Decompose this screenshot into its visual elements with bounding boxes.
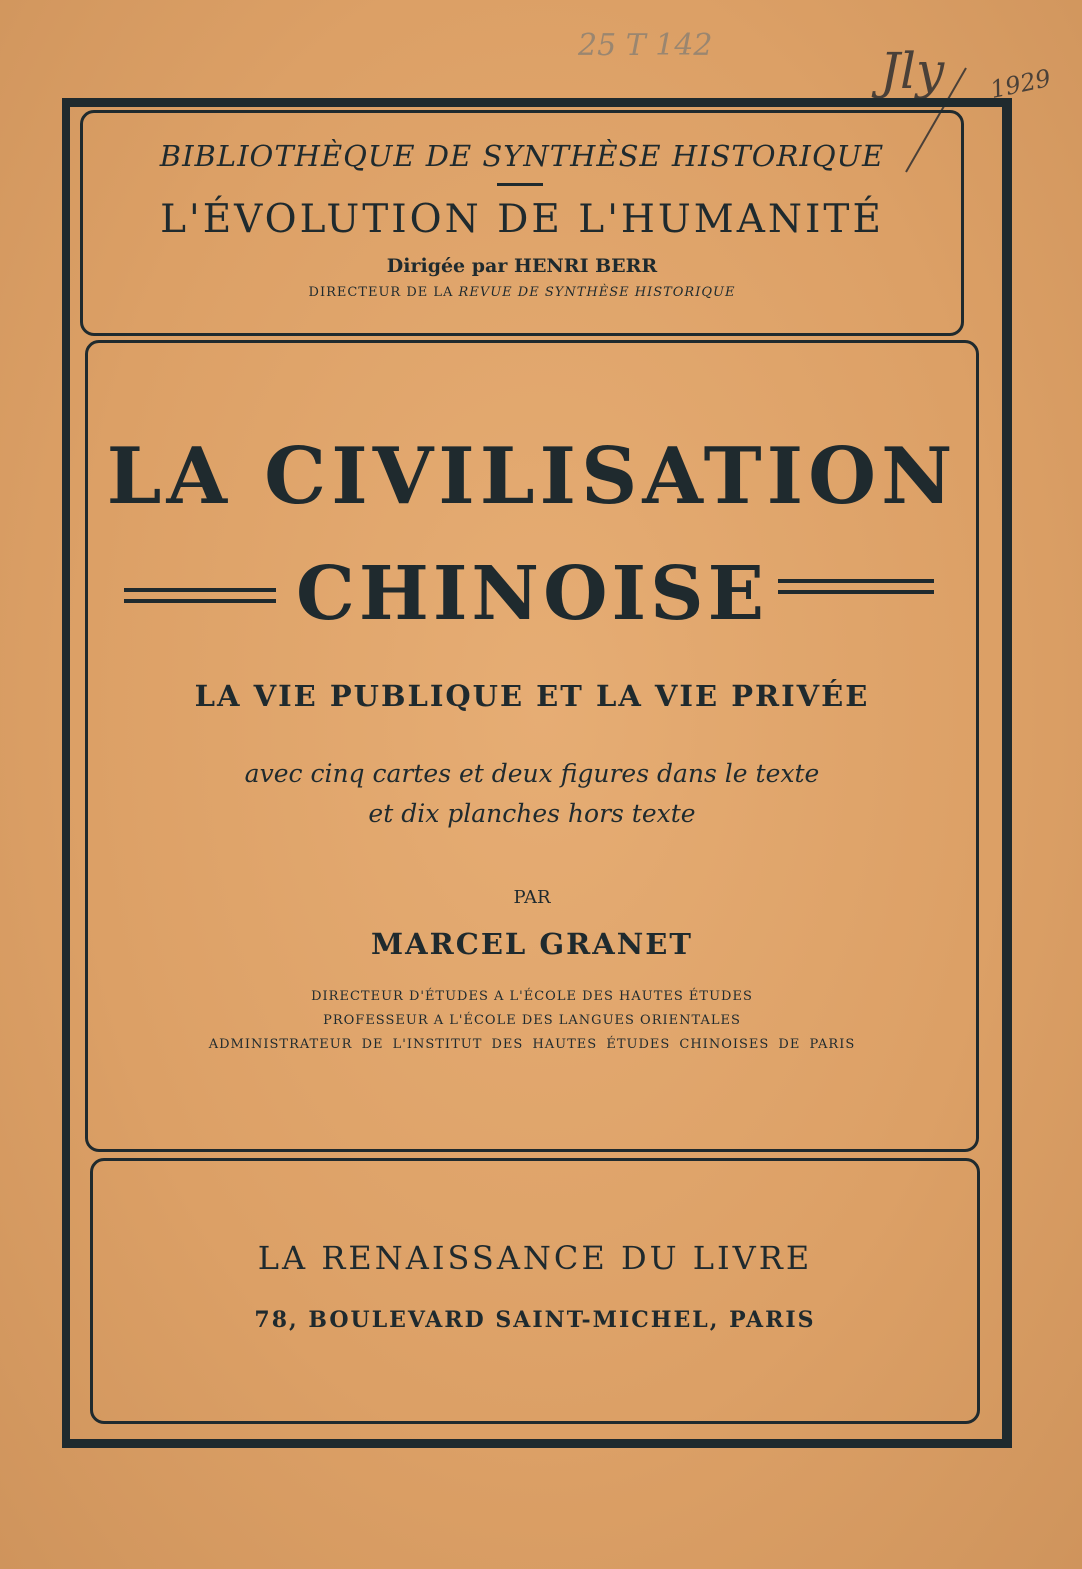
divider bbox=[497, 183, 543, 186]
editor-role-prefix: DIRECTEUR DE LA bbox=[308, 285, 454, 300]
handwritten-signature: Jly bbox=[880, 42, 945, 100]
editor-role-journal: REVUE DE SYNTHÈSE HISTORIQUE bbox=[458, 285, 736, 300]
book-title-line2: CHINOISE bbox=[296, 551, 768, 637]
publisher-name: LA RENAISSANCE DU LIVRE bbox=[257, 1239, 813, 1277]
author-name: MARCEL GRANET bbox=[371, 927, 693, 961]
author-title: PROFESSEUR A L'ÉCOLE DES LANGUES ORIENTALES bbox=[323, 1013, 741, 1028]
editor-prefix: Dirigée par bbox=[386, 255, 508, 277]
series-title: L'ÉVOLUTION DE L'HUMANITÉ bbox=[160, 197, 884, 242]
editor-name: HENRI BERR bbox=[514, 255, 658, 277]
illustrations-line1: avec cinq cartes et deux figures dans le texte bbox=[244, 759, 820, 788]
illustrations-line2: et dix planches hors texte bbox=[368, 799, 696, 828]
publisher-address: 78, BOULEVARD SAINT-MICHEL, PARIS bbox=[254, 1307, 816, 1333]
collection-name: BIBLIOTHÈQUE DE SYNTHÈSE HISTORIQUE bbox=[159, 139, 885, 173]
publisher-box bbox=[90, 1158, 980, 1424]
book-subtitle: LA VIE PUBLIQUE ET LA VIE PRIVÉE bbox=[194, 679, 870, 713]
ornament-rule-right-top bbox=[778, 579, 934, 583]
handwritten-year: 1929 bbox=[987, 63, 1054, 105]
series-editor bbox=[83, 255, 961, 277]
series-box bbox=[80, 110, 964, 336]
book-title-line1: LA CIVILISATION bbox=[106, 431, 958, 522]
author-title: ADMINISTRATEUR DE L'INSTITUT DES HAUTES ÉTUDES CHINOISES DE PARIS bbox=[208, 1037, 856, 1052]
author-title: DIRECTEUR D'ÉTUDES A L'ÉCOLE DES HAUTES ÉTUDES bbox=[311, 989, 753, 1004]
ornament-rule-right-bottom bbox=[778, 590, 934, 594]
title-box bbox=[85, 340, 979, 1152]
editor-role bbox=[83, 285, 961, 300]
by-label: PAR bbox=[513, 887, 551, 908]
handwritten-shelfmark: 25 T 142 bbox=[578, 28, 713, 63]
